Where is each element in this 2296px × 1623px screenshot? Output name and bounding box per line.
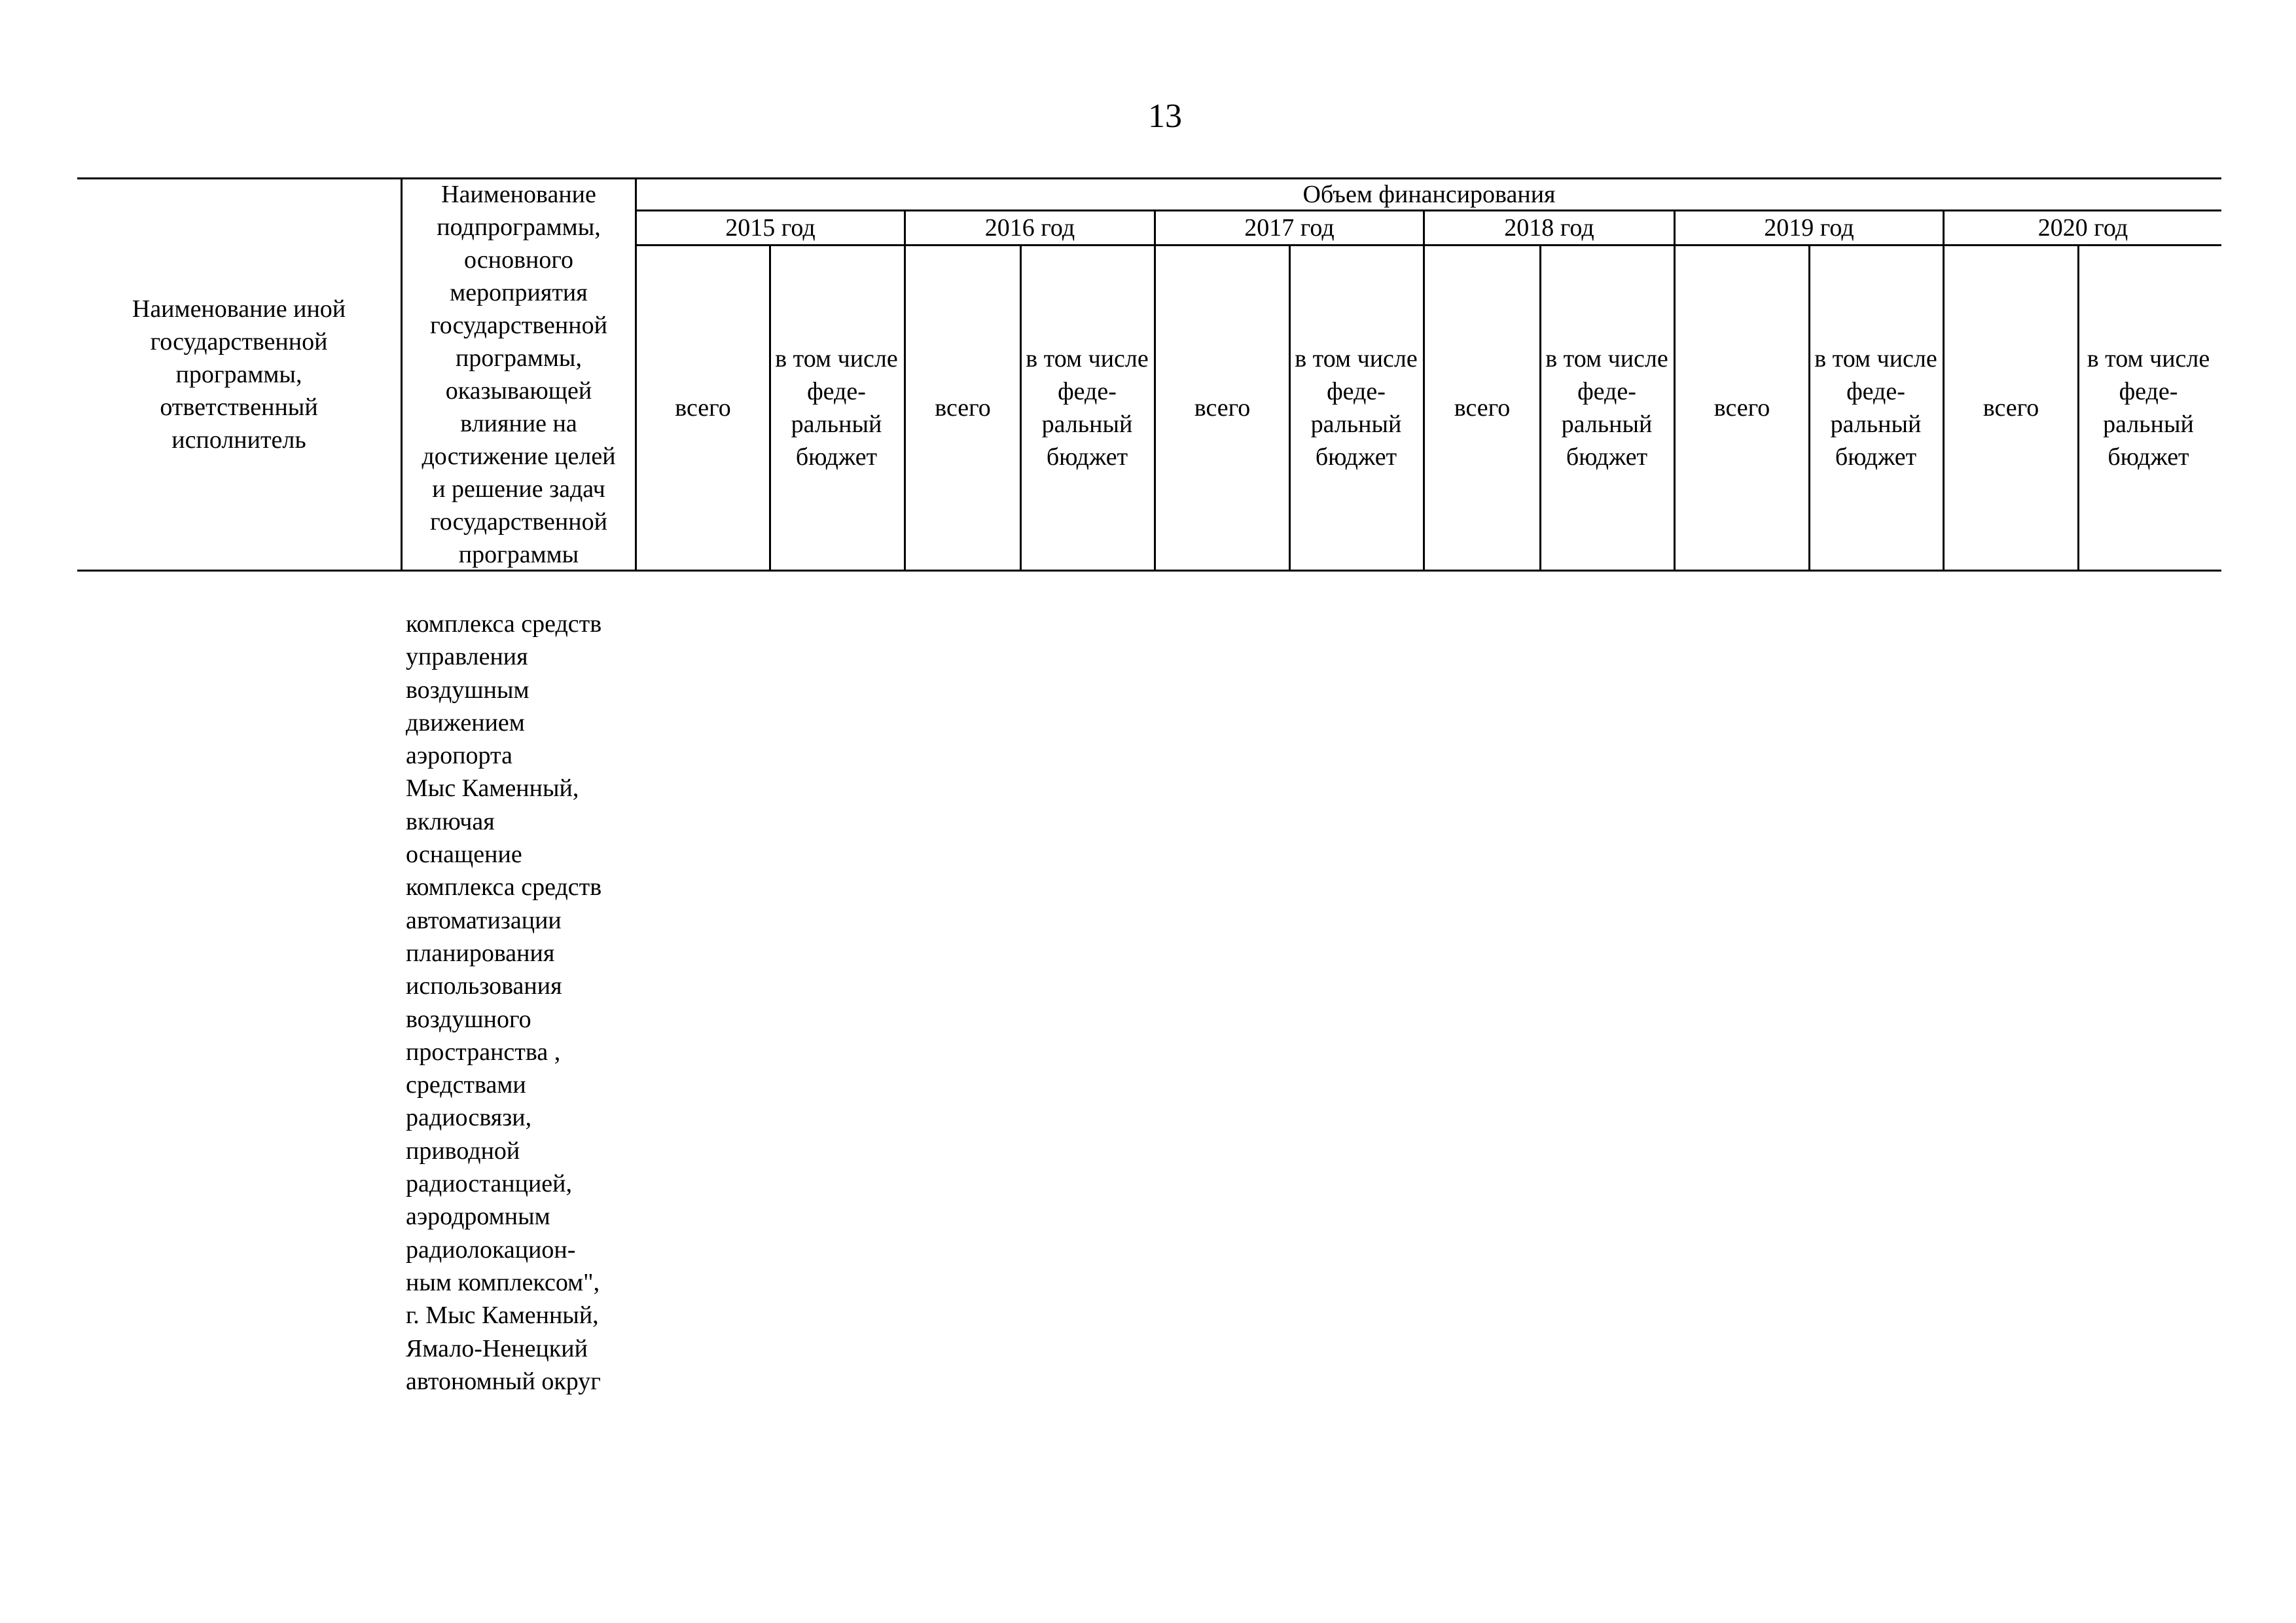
subprogram-description: комплекса средств управления воздушным движением аэропорта Мыс Каменный, включая оснащение комплекса средств автоматизации планирования использования воздушного пространства , средствами радиосвязи, приводной радиостанцией, аэродромным радиолокацион- ным комплексом", г. Мыс Каменный, Ямало-Ненецкий автономный округ — [406, 610, 602, 1395]
subcol-federal-2018: в том числе феде- ральный бюджет — [1545, 345, 1668, 471]
year-label-2018: 2018 год — [1504, 214, 1594, 242]
page-number: 13 — [1148, 98, 1182, 135]
year-label-2017: 2017 год — [1244, 214, 1335, 242]
subcol-total-2019: всего — [1713, 394, 1770, 422]
subcol-federal-2019: в том числе феде- ральный бюджет — [1814, 345, 1937, 471]
header-funding-title: Объем финансирования — [1302, 181, 1556, 208]
subcol-total-2018: всего — [1454, 394, 1511, 422]
subcol-federal-2017: в том числе феде- ральный бюджет — [1295, 345, 1418, 471]
subcol-total-2016: всего — [935, 394, 991, 422]
table-header-bottom-border — [77, 570, 2221, 572]
year-label-2016: 2016 год — [984, 214, 1075, 242]
subcol-total-2015: всего — [675, 394, 731, 422]
year-label-2020: 2020 год — [2037, 214, 2128, 242]
subcol-total-2020: всего — [1982, 394, 2039, 422]
subcol-federal-2016: в том числе феде- ральный бюджет — [1026, 345, 1149, 471]
subcol-federal-2020: в том числе феде- ральный бюджет — [2087, 345, 2210, 471]
subcol-total-2017: всего — [1194, 394, 1251, 422]
header-subprogram: Наименование подпрограммы, основного мероприятия государственной программы, оказывающей влияние на достижение целей и решение задач государственной программы — [422, 181, 616, 568]
header-executor: Наименование иной государственной программы, ответственный исполнитель — [132, 295, 346, 454]
year-label-2015: 2015 год — [725, 214, 816, 242]
year-label-2019: 2019 год — [1764, 214, 1854, 242]
subcol-federal-2015: в том числе феде- ральный бюджет — [775, 345, 898, 471]
